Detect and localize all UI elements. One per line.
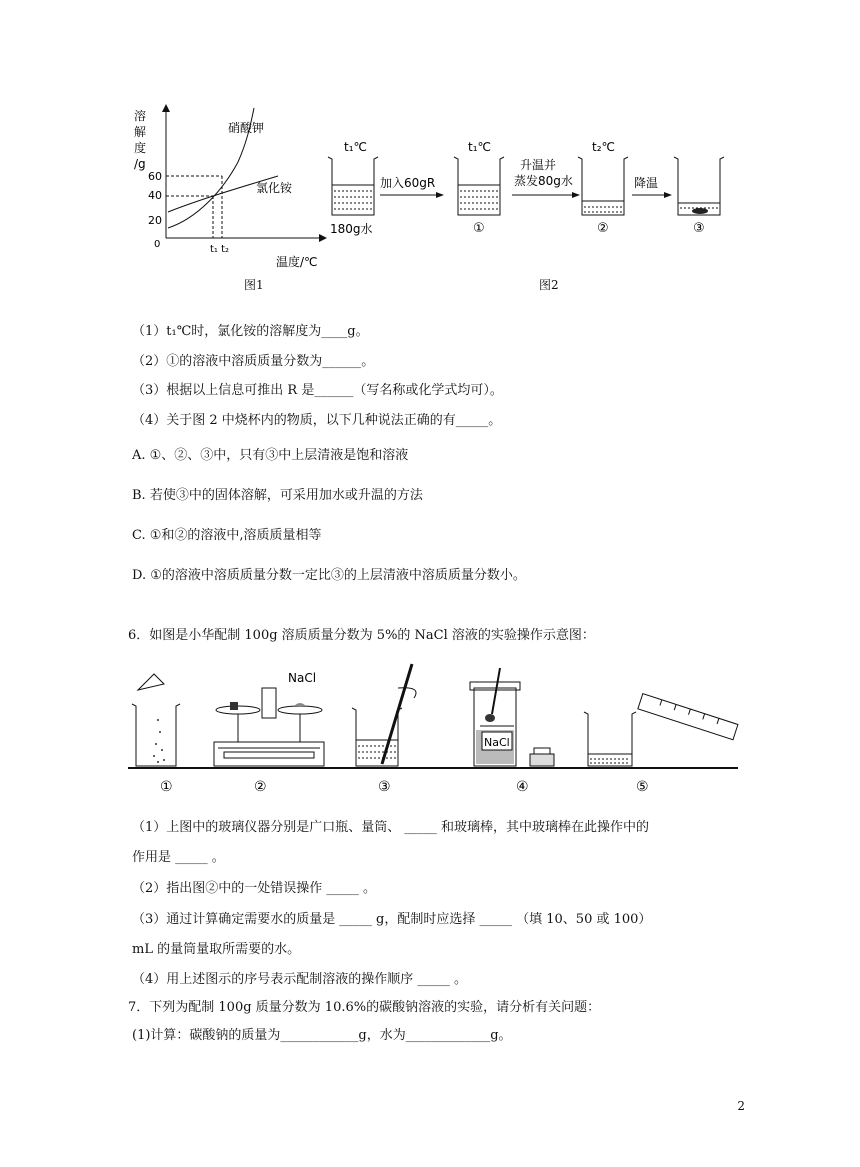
kno3-label: 硝酸钾 bbox=[228, 121, 265, 135]
y-axis-label-3: 度 bbox=[134, 141, 147, 155]
q7-title: 7．下列为配制 100g 质量分数为 10.6%的碳酸钠溶液的实验，请分析有关问题： bbox=[128, 1000, 601, 1015]
q5-part-3: （3）根据以上信息可推出 R 是______（写名称或化学式均可）。 bbox=[132, 383, 503, 398]
figure-1-solubility-chart bbox=[128, 100, 338, 275]
arrow-1-label: 加入60gR bbox=[380, 176, 436, 190]
beaker-2-label: ② bbox=[597, 221, 609, 236]
x-axis-label: 温度/℃ bbox=[276, 255, 318, 269]
q6-fig-nacl-1: NaCl bbox=[288, 671, 317, 685]
q6-part-3b: mL 的量筒量取所需要的水。 bbox=[132, 942, 301, 957]
x-ticks: t₁ t₂ bbox=[210, 244, 230, 255]
beaker-1-label: ① bbox=[473, 221, 485, 236]
beaker-3-label: ③ bbox=[693, 221, 705, 236]
q5-part-2: （2）①的溶液中溶质质量分数为______。 bbox=[132, 354, 375, 369]
q6-part-2: （2）指出图②中的一处错误操作 _____ 。 bbox=[132, 881, 377, 896]
q5-option-c: C. ①和②的溶液中,溶质质量相等 bbox=[132, 528, 322, 543]
q5-part-4: （4）关于图 2 中烧杯内的物质，以下几种说法正确的有_____。 bbox=[132, 413, 502, 428]
q6-fig-label-1: ① bbox=[160, 779, 173, 795]
beaker-2-temp: t₂℃ bbox=[592, 140, 615, 154]
y-axis-label-1: 溶 bbox=[134, 109, 147, 123]
y-axis-label-2: 解 bbox=[134, 125, 147, 139]
q7-part-1: (1)计算：碳酸钠的质量为____________g，水为_____________g。 bbox=[132, 1028, 512, 1043]
q6-fig-nacl-2: NaCl bbox=[484, 736, 510, 749]
beaker-0-temp: t₁℃ bbox=[344, 140, 367, 154]
q6-part-3a: （3）通过计算确定需要水的质量是 _____ g，配制时应选择 _____ （填 10、50 或 100） bbox=[132, 912, 652, 927]
q6-part-4: （4）用上述图示的序号表示配制溶液的操作顺序 _____ 。 bbox=[132, 972, 468, 987]
page-number: 2 bbox=[737, 1099, 745, 1113]
figure-2-caption: 图2 bbox=[539, 278, 559, 292]
q5-part-1: （1）t₁℃时，氯化铵的溶解度为____g。 bbox=[132, 324, 369, 339]
q5-option-b: B. 若使③中的固体溶解，可采用加水或升温的方法 bbox=[132, 488, 423, 503]
y-axis-label-4: /g bbox=[134, 157, 146, 171]
arrow-2-line2: 蒸发80g水 bbox=[514, 174, 573, 188]
q6-fig-label-2: ② bbox=[254, 779, 267, 795]
q6-title: 6．如图是小华配制 100g 溶质质量分数为 5%的 NaCl 溶液的实验操作示意图： bbox=[128, 628, 595, 643]
q6-fig-label-5: ⑤ bbox=[636, 779, 649, 795]
figure-1-caption: 图1 bbox=[244, 278, 264, 292]
tick-40: 40 bbox=[148, 189, 162, 202]
arrow-2-line1: 升温并 bbox=[520, 158, 557, 172]
tick-60: 60 bbox=[148, 170, 162, 183]
beaker-0-label: 180g水 bbox=[330, 222, 373, 236]
origin-label: 0 bbox=[154, 239, 161, 250]
q5-option-d: D. ①的溶液中溶质质量分数一定比③的上层清液中溶质质量分数小。 bbox=[132, 568, 526, 583]
q6-fig-label-4: ④ bbox=[516, 779, 529, 795]
figure-q6-operations bbox=[128, 660, 748, 800]
beaker-1-temp: t₁℃ bbox=[468, 140, 491, 154]
figure-2-process-diagram bbox=[322, 135, 742, 245]
tick-20: 20 bbox=[148, 214, 162, 227]
q6-fig-label-3: ③ bbox=[378, 779, 391, 795]
q5-option-a: A. ①、②、③中，只有③中上层清液是饱和溶液 bbox=[132, 448, 409, 463]
nh4cl-label: 氯化铵 bbox=[256, 181, 293, 195]
q6-part-1b: 作用是 _____ 。 bbox=[132, 850, 225, 865]
arrow-3-label: 降温 bbox=[634, 176, 659, 190]
q6-part-1a: （1）上图中的玻璃仪器分别是广口瓶、量筒、 _____ 和玻璃棒，其中玻璃棒在此操作中的 bbox=[132, 820, 650, 835]
